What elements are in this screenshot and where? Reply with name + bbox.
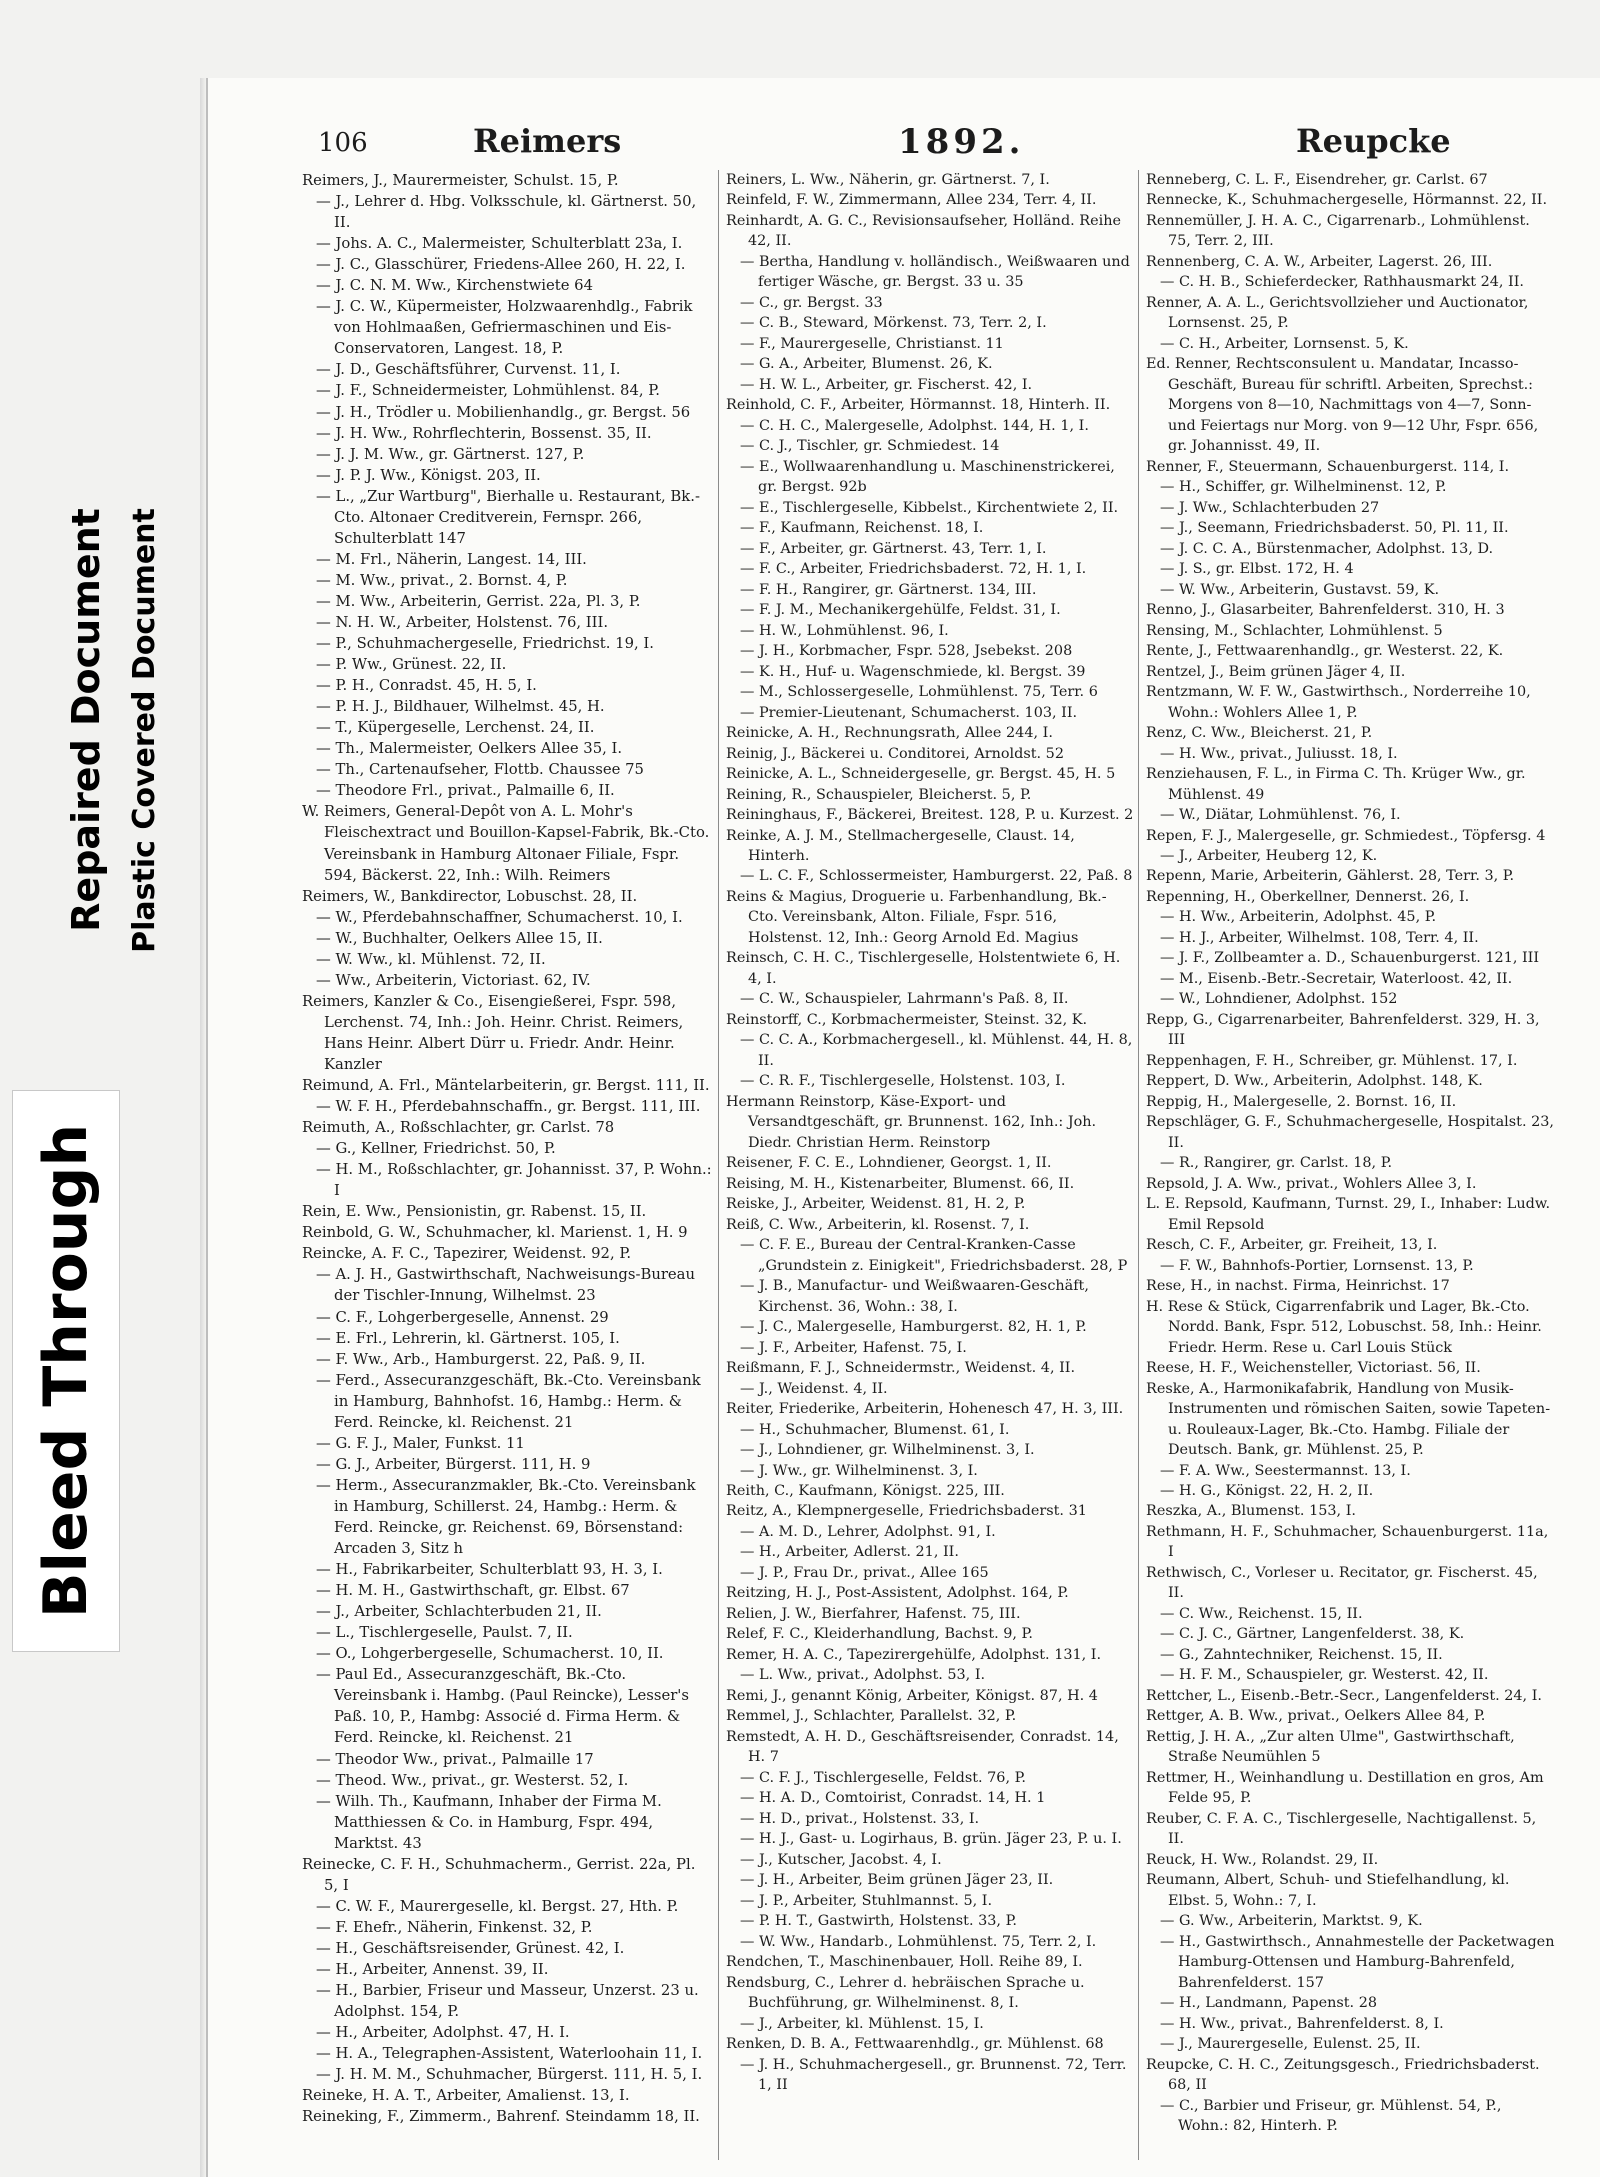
directory-entry: Reins & Magius, Droguerie u. Farbenhandlung, Bk.-Cto. Vereinsbank, Alton. Filiale, Fspr. 516, Holstenst. 12, Inh.: Georg Arnold Ed. Magius <box>726 888 1107 946</box>
directory-entry: — J. H. Ww., Rohrflechterin, Bossenst. 35, II. <box>316 424 652 442</box>
directory-entry: — Theodor Ww., privat., Palmaille 17 <box>316 1750 594 1768</box>
directory-entry: — A. J. H., Gastwirthschaft, Nachweisungs-Bureau der Tischler-Innung, Wilhelmst. 23 <box>316 1266 696 1305</box>
directory-entry: — E., Wollwaarenhandlung u. Maschinenstrickerei, gr. Bergst. 92b <box>740 458 1115 496</box>
directory-entry: — F. C., Arbeiter, Friedrichsbaderst. 72, H. 1, I. <box>740 561 1087 578</box>
directory-entry: — Johs. A. C., Malermeister, Schulterblatt 23a, I. <box>316 235 683 253</box>
directory-entry: Reiske, J., Arbeiter, Weidenst. 81, H. 2, P. <box>726 1196 1026 1213</box>
directory-entry: — F. Ehefr., Näherin, Finkenst. 32, P. <box>316 1918 593 1936</box>
directory-entry: Reimund, A. Frl., Mäntelarbeiterin, gr. Bergst. 111, II. <box>302 1077 710 1095</box>
directory-entry: — H., Arbeiter, Annenst. 39, II. <box>316 1960 549 1978</box>
directory-entry: Reinbold, G. W., Schuhmacher, kl. Marienst. 1, H. 9 <box>302 1224 688 1242</box>
directory-entry: — J. F., Schneidermeister, Lohmühlenst. 84, P. <box>316 382 660 400</box>
directory-entry: Repp, G., Cigarrenarbeiter, Bahrenfelderst. 329, H. 3, III <box>1146 1011 1540 1049</box>
directory-entry: — J. P., Arbeiter, Stuhlmannst. 5, I. <box>740 1892 993 1909</box>
directory-entry: — H. G., Königst. 22, H. 2, II. <box>1160 1483 1374 1499</box>
directory-entry: — J. P., Frau Dr., privat., Allee 165 <box>740 1564 989 1581</box>
directory-entry: Rein, E. Ww., Pensionistin, gr. Rabenst. 15, II. <box>302 1203 647 1221</box>
directory-entry: — J., Lohndiener, gr. Wilhelminenst. 3, I. <box>740 1442 1035 1459</box>
running-head-right: Reupcke <box>1296 122 1451 160</box>
directory-entry: — H. A. D., Comtoirist, Conradst. 14, H. 1 <box>740 1790 1046 1807</box>
directory-entry: Reinhold, C. F., Arbeiter, Hörmannst. 18, Hinterh. II. <box>726 397 1111 414</box>
directory-entry: — P. H. J., Bildhauer, Wilhelmst. 45, H. <box>316 698 605 716</box>
directory-entry: — K. H., Huf- u. Wagenschmiede, kl. Bergst. 39 <box>740 663 1086 680</box>
directory-entry: — J. C., Malergeselle, Hamburgerst. 82, H. 1, P. <box>740 1319 1087 1336</box>
directory-entry: — Bertha, Handlung v. holländisch., Weißwaaren und fertiger Wäsche, gr. Bergst. 33 u. 35 <box>740 253 1130 291</box>
directory-entry: Reinfeld, F. W., Zimmermann, Allee 234, Terr. 4, II. <box>726 192 1097 209</box>
directory-entry: — G. J., Arbeiter, Bürgerst. 111, H. 9 <box>316 1455 591 1473</box>
directory-entry: — H. A., Telegraphen-Assistent, Waterloohain 11, I. <box>316 2045 703 2063</box>
directory-entry: — E., Tischlergeselle, Kibbelst., Kirchentwiete 2, II. <box>740 499 1119 516</box>
directory-entry: Reiter, Friederike, Arbeiterin, Hohenesch 47, H. 3, III. <box>726 1401 1124 1418</box>
directory-entry: — P. H. T., Gastwirth, Holstenst. 33, P. <box>740 1913 1017 1930</box>
directory-entry: — F. A. Ww., Seestermannst. 13, I. <box>1160 1462 1411 1479</box>
directory-entry: Reuck, H. Ww., Rolandst. 29, II. <box>1146 1851 1379 1868</box>
directory-entry: — J., Arbeiter, Heuberg 12, K. <box>1160 847 1378 864</box>
directory-entry: — J. D., Geschäftsführer, Curvenst. 11, I. <box>316 361 621 379</box>
directory-entry: Rennecke, K., Schuhmachergeselle, Hörmannst. 22, II. <box>1146 192 1548 209</box>
directory-entry: — W. Ww., Handarb., Lohmühlenst. 75, Terr. 2, I. <box>740 1933 1097 1950</box>
directory-entry: — M. Frl., Näherin, Langest. 14, III. <box>316 550 587 568</box>
directory-entry: — H., Geschäftsreisender, Grünest. 42, I. <box>316 1939 625 1957</box>
directory-entry: — J., Arbeiter, Schlachterbuden 21, II. <box>316 1603 602 1621</box>
directory-entry: — J. H., Schuhmachergesell., gr. Brunnenst. 72, Terr. 1, II <box>740 2056 1127 2094</box>
directory-entry: Reese, H. F., Weichensteller, Victoriast. 56, II. <box>1146 1360 1481 1377</box>
directory-entry: — C. F., Lohgerbergeselle, Annenst. 29 <box>316 1308 609 1326</box>
directory-entry: — H. J., Gast- u. Logirhaus, B. grün. Jäger 23, P. u. I. <box>740 1831 1122 1848</box>
directory-entry: Rese, H., in nachst. Firma, Heinrichst. 17 <box>1146 1278 1450 1295</box>
directory-entry: Reinstorff, C., Korbmachermeister, Steinst. 32, K. <box>726 1011 1088 1028</box>
directory-entry: — C., Barbier und Friseur, gr. Mühlenst. 54, P., Wohn.: 82, Hinterh. P. <box>1160 2097 1502 2135</box>
directory-entry: — G., Kellner, Friedrichst. 50, P. <box>316 1140 556 1158</box>
column-divider <box>718 170 719 2160</box>
directory-entry: — Theod. Ww., privat., gr. Westerst. 52, I. <box>316 1771 629 1789</box>
directory-entry: — W., Buchhalter, Oelkers Allee 15, II. <box>316 929 603 947</box>
directory-entry: — H. D., privat., Holstenst. 33, I. <box>740 1810 980 1827</box>
directory-entry: Rendsburg, C., Lehrer d. hebräischen Sprache u. Buchführung, gr. Wilhelminenst. 8, I. <box>726 1974 1085 2012</box>
directory-entry: Reinsch, C. H. C., Tischlergeselle, Holstentwiete 6, H. 4, I. <box>726 950 1121 987</box>
directory-entry: — C. J., Tischler, gr. Schmiedest. 14 <box>740 438 1000 455</box>
directory-entry: Rettig, J. H. A., „Zur alten Ulme", Gastwirthschaft, Straße Neumühlen 5 <box>1146 1728 1515 1766</box>
directory-entry: — H. W. L., Arbeiter, gr. Fischerst. 42, I. <box>740 376 1033 393</box>
directory-entry: — C. F. E., Bureau der Central-Kranken-Casse „Grundstein z. Einigkeit", Friedrichsbaderst. 28, P <box>740 1237 1128 1274</box>
directory-entry: — J., Lehrer d. Hbg. Volksschule, kl. Gärtnerst. 50, II. <box>316 193 697 232</box>
directory-entry: — H., Gastwirthsch., Annahmestelle der Packetwagen Hamburg-Ottensen und Hamburg-Bahrenfeld, Bahrenfelderst. 157 <box>1160 1933 1555 1991</box>
bleed-through-label: Bleed Through <box>12 1090 120 1652</box>
directory-entry: — E. Frl., Lehrerin, kl. Gärtnerst. 105, I. <box>316 1329 620 1347</box>
directory-entry: Reinecke, C. F. H., Schuhmacherm., Gerrist. 22a, Pl. 5, I <box>302 1855 696 1894</box>
directory-entry: — M. Ww., privat., 2. Bornst. 4, P. <box>316 571 568 589</box>
directory-entry: Renken, D. B. A., Fettwaarenhdlg., gr. Mühlenst. 68 <box>726 2036 1104 2053</box>
directory-entry: Reppert, D. Ww., Arbeiterin, Adolphst. 148, K. <box>1146 1073 1483 1090</box>
directory-entry: — H. W., Lohmühlenst. 96, I. <box>740 622 949 639</box>
directory-entry: Rettger, A. B. Ww., privat., Oelkers Allee 84, P. <box>1146 1708 1486 1725</box>
directory-entry: Repenn, Marie, Arbeiterin, Gählerst. 28, Terr. 3, P. <box>1146 868 1515 885</box>
directory-entry: Reimers, Kanzler & Co., Eisengießerei, Fspr. 598, Lerchenst. 74, Inh.: Joh. Heinr. Christ. Reimers, Hans Heinr. Albert Dürr u. Friedr. Andr. Heinr. Kanzler <box>302 992 684 1073</box>
directory-entry: — H., Arbeiter, Adolphst. 47, H. I. <box>316 2024 570 2042</box>
directory-entry: — C. F. J., Tischlergeselle, Feldst. 76, P. <box>740 1769 1026 1786</box>
directory-entry: — H., Schiffer, gr. Wilhelminenst. 12, P. <box>1160 479 1447 496</box>
directory-entry: — J. H. M. M., Schuhmacher, Bürgerst. 111, H. 5, I. <box>316 2066 703 2084</box>
directory-entry: — L. C. F., Schlossermeister, Hamburgerst. 22, Paß. 8 <box>740 868 1133 885</box>
directory-entry: — H. J., Arbeiter, Wilhelmst. 108, Terr. 4, II. <box>1160 929 1479 946</box>
directory-entry: Hermann Reinstorp, Käse-Export- und Versandtgeschäft, gr. Brunnenst. 162, Inh.: Joh. Diedr. Christian Herm. Reinstorp <box>726 1093 1097 1151</box>
directory-entry: Rensing, M., Schlachter, Lohmühlenst. 5 <box>1146 622 1443 639</box>
directory-entry: Reining, R., Schauspieler, Bleicherst. 5, P. <box>726 786 1032 803</box>
directory-entry: — J., Maurergeselle, Eulenst. 25, II. <box>1160 2036 1421 2053</box>
directory-entry: — J. C. C. A., Bürstenmacher, Adolphst. 13, D. <box>1160 540 1494 557</box>
directory-entry: — C. H., Arbeiter, Lornsenst. 5, K. <box>1160 335 1409 352</box>
running-head-year: 1892. <box>898 122 1025 162</box>
directory-entry: Reitz, A., Klempnergeselle, Friedrichsbaderst. 31 <box>726 1503 1087 1520</box>
directory-entry: — F., Kaufmann, Reichenst. 18, I. <box>740 520 984 537</box>
directory-entry: — A. M. D., Lehrer, Adolphst. 91, I. <box>740 1523 996 1540</box>
plastic-covered-document-label: Plastic Covered Document <box>126 507 162 953</box>
page-number: 106 <box>318 128 368 158</box>
directory-entry: Reppig, H., Malergeselle, 2. Bornst. 16, II. <box>1146 1093 1457 1110</box>
directory-entry: — H. M. H., Gastwirthschaft, gr. Elbst. 67 <box>316 1582 630 1600</box>
directory-entry: Resch, C. F., Arbeiter, gr. Freiheit, 13, I. <box>1146 1237 1438 1254</box>
directory-entry: Reumann, Albert, Schuh- und Stiefelhandlung, kl. Elbst. 5, Wohn.: 7, I. <box>1146 1872 1510 1909</box>
directory-entry: — Wilh. Th., Kaufmann, Inhaber der Firma M. Matthiessen & Co. in Hamburg, Fspr. 494, Marktst. 43 <box>316 1792 662 1852</box>
directory-entry: — J., Weidenst. 4, II. <box>740 1380 888 1397</box>
directory-entry: Renneberg, C. L. F., Eisendreher, gr. Carlst. 67 <box>1146 172 1488 188</box>
directory-entry: Reuber, C. F. A. C., Tischlergeselle, Nachtigallenst. 5, II. <box>1146 1810 1537 1848</box>
directory-entry: Reineking, F., Zimmerm., Bahrenf. Steindamm 18, II. <box>302 2108 700 2126</box>
directory-entry: — L. Ww., privat., Adolphst. 53, I. <box>740 1667 986 1684</box>
directory-entry: Remer, H. A. C., Tapezirergehülfe, Adolphst. 131, I. <box>726 1646 1102 1663</box>
directory-entry: — N. H. W., Arbeiter, Holstenst. 76, III. <box>316 613 609 631</box>
directory-entry: Rennemüller, J. H. A. C., Cigarrenarb., Lohmühlenst. 75, Terr. 2, III. <box>1146 212 1530 250</box>
directory-entry: Reinicke, A. L., Schneidergeselle, gr. Bergst. 45, H. 5 <box>726 766 1116 783</box>
directory-entry: Reinhardt, A. G. C., Revisionsaufseher, Holländ. Reihe 42, II. <box>726 212 1122 250</box>
directory-entry: — R., Rangirer, gr. Carlst. 18, P. <box>1160 1155 1393 1172</box>
directory-entry: Renner, F., Steuermann, Schauenburgerst. 114, I. <box>1146 458 1510 475</box>
directory-entry: — C. C. A., Korbmachergesell., kl. Mühlenst. 44, H. 8, II. <box>740 1032 1133 1069</box>
directory-entry: — C. H. C., Malergeselle, Adolphst. 144, H. 1, I. <box>740 417 1089 434</box>
directory-entry: — W. Ww., Arbeiterin, Gustavst. 59, K. <box>1160 581 1440 598</box>
directory-entry: — F. J. M., Mechanikergehülfe, Feldst. 31, I. <box>740 602 1061 619</box>
directory-entry: — J., Arbeiter, kl. Mühlenst. 15, I. <box>740 2015 984 2032</box>
directory-entry: Renziehausen, F. L., in Firma C. Th. Krüger Ww., gr. Mühlenst. 49 <box>1146 766 1526 803</box>
directory-entry: Reimers, J., Maurermeister, Schulst. 15, P. <box>302 172 619 189</box>
directory-entry: — H., Fabrikarbeiter, Schulterblatt 93, H. 3, I. <box>316 1561 663 1579</box>
directory-entry: — T., Küpergeselle, Lerchenst. 24, II. <box>316 719 595 737</box>
directory-entry: — J. J. M. Ww., gr. Gärtnerst. 127, P. <box>316 445 585 463</box>
directory-page <box>205 78 1600 2177</box>
directory-entry: Rentzel, J., Beim grünen Jäger 4, II. <box>1146 663 1406 680</box>
directory-entry: — J. C. N. M. Ww., Kirchenstwiete 64 <box>316 277 593 295</box>
directory-entry: — C. R. F., Tischlergeselle, Holstenst. 103, I. <box>740 1073 1066 1090</box>
directory-entry: Rethwisch, C., Vorleser u. Recitator, gr. Fischerst. 45, II. <box>1146 1564 1538 1602</box>
directory-entry: — M. Ww., Arbeiterin, Gerrist. 22a, Pl. 3, P. <box>316 592 641 610</box>
directory-entry: Repenning, H., Oberkellner, Dennerst. 26, I. <box>1146 888 1470 905</box>
directory-entry: Reinicke, A. H., Rechnungsrath, Allee 244, I. <box>726 725 1053 742</box>
directory-entry: Renno, J., Glasarbeiter, Bahrenfelderst. 310, H. 3 <box>1146 602 1505 619</box>
directory-entry: — J. H., Trödler u. Mobilienhandlg., gr. Bergst. 56 <box>316 403 691 421</box>
directory-entry: — H., Arbeiter, Adlerst. 21, II. <box>740 1544 959 1561</box>
directory-entry: — H. M., Roßschlachter, gr. Johannisst. 37, P. Wohn.: I <box>316 1161 712 1200</box>
directory-entry: — J., Kutscher, Jacobst. 4, I. <box>740 1851 942 1868</box>
directory-entry: — C. W. F., Maurergeselle, kl. Bergst. 27, Hth. P. <box>316 1897 679 1915</box>
directory-entry: Renner, A. A. L., Gerichtsvollzieher und Auctionator, Lornsenst. 25, P. <box>1146 294 1529 332</box>
directory-entry: Rennenberg, C. A. W., Arbeiter, Lagerst. 26, III. <box>1146 253 1493 270</box>
column-1 <box>302 170 712 2160</box>
directory-entry: — J. P. J. Ww., Königst. 203, II. <box>316 466 541 484</box>
directory-entry: — Premier-Lieutenant, Schumacherst. 103, II. <box>740 704 1078 721</box>
directory-entry: — F., Arbeiter, gr. Gärtnerst. 43, Terr. 1, I. <box>740 540 1047 557</box>
directory-entry: — C. Ww., Reichenst. 15, II. <box>1160 1605 1363 1622</box>
directory-entry: — G. F. J., Maler, Funkst. 11 <box>316 1434 525 1452</box>
directory-entry: — G. A., Arbeiter, Blumenst. 26, K. <box>740 356 993 373</box>
directory-entry: Remi, J., genannt König, Arbeiter, Königst. 87, H. 4 <box>726 1687 1098 1704</box>
column-3 <box>1146 170 1556 2160</box>
directory-entry: — J. C. W., Küpermeister, Holzwaarenhdlg., Fabrik von Hohlmaaßen, Gefriermaschinen und Eis-Conservatoren, Langest. 18, P. <box>316 298 693 358</box>
directory-entry: — J., Seemann, Friedrichsbaderst. 50, Pl. 11, II. <box>1160 520 1509 537</box>
directory-entry: — Paul Ed., Assecuranzgeschäft, Bk.-Cto. Vereinsbank i. Hambg. (Paul Reincke), Lesser's Paß. 10, P., Hambg: Associé d. Firma Herm. & Ferd. Reincke, kl. Reichenst. 21 <box>316 1666 689 1747</box>
directory-entry: — F., Maurergeselle, Christianst. 11 <box>740 335 1004 352</box>
directory-entry: Rettmer, H., Weinhandlung u. Destillation en gros, Am Felde 95, P. <box>1146 1769 1544 1807</box>
directory-entry: — H., Landmann, Papenst. 28 <box>1160 1995 1378 2012</box>
directory-entry: — Herm., Assecuranzmakler, Bk.-Cto. Vereinsbank in Hamburg, Schillerst. 24, Hambg.: Herm. & Ferd. Reincke, gr. Reichenst. 69, Börsenstand: Arcaden 3, Sitz h <box>316 1476 696 1558</box>
directory-entry: — P., Schuhmachergeselle, Friedrichst. 19, I. <box>316 635 654 653</box>
directory-entry: Rettcher, L., Eisenb.-Betr.-Secr., Langenfelderst. 24, I. <box>1146 1687 1542 1704</box>
directory-entry: Relef, F. C., Kleiderhandlung, Bachst. 9, P. <box>726 1626 1033 1643</box>
directory-entry: Reimers, W., Bankdirector, Lobuschst. 28, II. <box>302 887 638 905</box>
directory-entry: — M., Schlossergeselle, Lohmühlenst. 75, Terr. 6 <box>740 684 1098 701</box>
directory-entry: Repen, F. J., Malergeselle, gr. Schmiedest., Töpfersg. 4 <box>1146 827 1546 844</box>
directory-entry: — H. F. M., Schauspieler, gr. Westerst. 42, II. <box>1160 1667 1489 1684</box>
directory-entry: — C. H. B., Schieferdecker, Rathhausmarkt 24, II. <box>1160 274 1524 291</box>
directory-entry: Rente, J., Fettwaarenhandlg., gr. Westerst. 22, K. <box>1146 643 1504 660</box>
directory-entry: Reincke, A. F. C., Tapezirer, Weidenst. 92, P. <box>302 1245 632 1263</box>
directory-entry: Reinig, J., Bäckerei u. Conditorei, Arnoldst. 52 <box>726 745 1064 762</box>
directory-entry: Repschläger, G. F., Schuhmachergeselle, Hospitalst. 23, II. <box>1146 1114 1554 1151</box>
directory-entry: — G. Ww., Arbeiterin, Marktst. 9, K. <box>1160 1913 1423 1930</box>
directory-entry: H. Rese & Stück, Cigarrenfabrik und Lager, Bk.-Cto. Nordd. Bank, Fspr. 512, Lobuschst. 58, Inh.: Heinr. Friedr. Herm. Rese u. Carl Louis Stück <box>1146 1298 1542 1356</box>
directory-entry: Repsold, J. A. Ww., privat., Wohlers Allee 3, I. <box>1146 1175 1477 1192</box>
directory-entry: — C. J. C., Gärtner, Langenfelderst. 38, K. <box>1160 1626 1465 1643</box>
directory-entry: — F. H., Rangirer, gr. Gärtnerst. 134, III. <box>740 581 1037 598</box>
directory-entry: — W., Lohndiener, Adolphst. 152 <box>1160 991 1398 1008</box>
directory-entry: — J. C., Glasschürer, Friedens-Allee 260, H. 22, I. <box>316 256 686 274</box>
column-2 <box>726 170 1136 2160</box>
directory-entry: — F. W., Bahnhofs-Portier, Lornsenst. 13, P. <box>1160 1257 1474 1274</box>
directory-entry: Reszka, A., Blumenst. 153, I. <box>1146 1503 1356 1520</box>
directory-entry: W. Reimers, General-Depôt von A. L. Mohr's Fleischextract und Bouillon-Kapsel-Fabrik, Bk.-Cto. Vereinsbank in Hamburg Altonaer Filiale, Fspr. 594, Bäckerst. 22, Inh.: Wilh. Reimers <box>302 803 710 884</box>
directory-entry: Remmel, J., Schlachter, Parallelst. 32, P. <box>726 1708 1017 1725</box>
repaired-document-label: Repaired Document <box>64 508 109 932</box>
column-divider <box>1138 170 1139 2160</box>
directory-entry: — J. H., Arbeiter, Beim grünen Jäger 23, II. <box>740 1872 1054 1889</box>
directory-entry: Reitzing, H. J., Post-Assistent, Adolphst. 164, P. <box>726 1585 1069 1602</box>
directory-entry: Relien, J. W., Bierfahrer, Hafenst. 75, III. <box>726 1605 1021 1622</box>
directory-entry: — Th., Cartenaufseher, Flottb. Chaussee 75 <box>316 761 644 779</box>
directory-entry: Renz, C. Ww., Bleicherst. 21, P. <box>1146 725 1373 742</box>
directory-entry: — H. Ww., Arbeiterin, Adolphst. 45, P. <box>1160 909 1437 926</box>
directory-entry: — P. H., Conradst. 45, H. 5, I. <box>316 677 537 695</box>
directory-entry: L. E. Repsold, Kaufmann, Turnst. 29, I., Inhaber: Ludw. Emil Repsold <box>1146 1196 1551 1233</box>
directory-entry: Reimuth, A., Roßschlachter, gr. Carlst. 78 <box>302 1119 615 1137</box>
directory-entry: — Ferd., Assecuranzgeschäft, Bk.-Cto. Vereinsbank in Hamburg, Bahnhofst. 16, Hambg.: Herm. & Ferd. Reincke, kl. Reichenst. 21 <box>316 1371 701 1431</box>
directory-entry: — W. Ww., kl. Mühlenst. 72, II. <box>316 950 546 968</box>
directory-entry: Reupcke, C. H. C., Zeitungsgesch., Friedrichsbaderst. 68, II <box>1146 2056 1540 2094</box>
directory-entry: Reineke, H. A. T., Arbeiter, Amalienst. 13, I. <box>302 2087 630 2105</box>
directory-entry: — L., „Zur Wartburg", Bierhalle u. Restaurant, Bk.-Cto. Altonaer Creditverein, Fernspr. 266, Schulterblatt 147 <box>316 487 700 547</box>
directory-entry: — C. B., Steward, Mörkenst. 73, Terr. 2, I. <box>740 315 1047 332</box>
directory-entry: — O., Lohgerbergeselle, Schumacherst. 10, II. <box>316 1645 664 1663</box>
directory-entry: Reising, M. H., Kistenarbeiter, Blumenst. 66, II. <box>726 1175 1075 1192</box>
directory-entry: Reininghaus, F., Bäckerei, Breitest. 128, P. u. Kurzest. 2 <box>726 807 1134 824</box>
directory-entry: — W., Diätar, Lohmühlenst. 76, I. <box>1160 807 1401 824</box>
directory-entry: — P. Ww., Grünest. 22, II. <box>316 656 507 674</box>
directory-entry: — Th., Malermeister, Oelkers Allee 35, I. <box>316 740 623 758</box>
directory-entry: — C. W., Schauspieler, Lahrmann's Paß. 8, II. <box>740 991 1069 1008</box>
directory-entry: — W., Pferdebahnschaffner, Schumacherst. 10, I. <box>316 908 683 926</box>
directory-entry: Reppenhagen, F. H., Schreiber, gr. Mühlenst. 17, I. <box>1146 1052 1518 1069</box>
directory-entry: — Ww., Arbeiterin, Victoriast. 62, IV. <box>316 971 591 989</box>
directory-entry: — J. H., Korbmacher, Fspr. 528, Jsebekst. 208 <box>740 643 1073 660</box>
directory-entry: Rentzmann, W. F. W., Gastwirthsch., Norderreihe 10, Wohn.: Wohlers Allee 1, P. <box>1146 684 1531 721</box>
directory-entry: — J. F., Arbeiter, Hafenst. 75, I. <box>740 1339 967 1356</box>
directory-entry: Ed. Renner, Rechtsconsulent u. Mandatar, Incasso-Geschäft, Bureau für schriftl. Arbeiten, Sprechst.: Morgens von 8—10, Nachmittags von 4—7, Sonn- und Feiertags nur Morg. von 9—12 Uhr, Fspr. 656, gr. Johannisst. 49, II. <box>1146 356 1539 455</box>
directory-entry: — W. F. H., Pferdebahnschaffn., gr. Bergst. 111, III. <box>316 1098 701 1116</box>
directory-entry: — Theodore Frl., privat., Palmaille 6, II. <box>316 782 615 800</box>
directory-entry: Remstedt, A. H. D., Geschäftsreisender, Conradst. 14, H. 7 <box>726 1728 1119 1766</box>
directory-entry: — J. F., Zollbeamter a. D., Schauenburgerst. 121, III <box>1160 950 1540 967</box>
directory-entry: — J. Ww., gr. Wilhelminenst. 3, I. <box>740 1462 978 1479</box>
directory-entry: Reiß, C. Ww., Arbeiterin, kl. Rosenst. 7, I. <box>726 1216 1030 1233</box>
directory-entry: Reiners, L. Ww., Näherin, gr. Gärtnerst. 7, I. <box>726 172 1050 188</box>
directory-entry: — F. Ww., Arb., Hamburgerst. 22, Paß. 9, II. <box>316 1350 646 1368</box>
directory-entry: — L., Tischlergeselle, Paulst. 7, II. <box>316 1624 573 1642</box>
directory-entry: — J. S., gr. Elbst. 172, H. 4 <box>1160 561 1354 578</box>
directory-entry: — C., gr. Bergst. 33 <box>740 294 883 311</box>
directory-entry: — H., Barbier, Friseur und Masseur, Unzerst. 23 u. Adolphst. 154, P. <box>316 1982 699 2021</box>
directory-entry: Reske, A., Harmonikafabrik, Handlung von Musik-Instrumenten und römischen Saiten, sowie Tapeten- u. Rouleaux-Lager, Bk.-Cto. Hambg. Filiale der Deutsch. Bank, gr. Mühlenst. 25, P. <box>1146 1380 1551 1459</box>
directory-entry: — H. Ww., privat., Juliusst. 18, I. <box>1160 745 1398 762</box>
running-head-left: Reimers <box>473 122 622 160</box>
directory-entry: Reißmann, F. J., Schneidermstr., Weidenst. 4, II. <box>726 1360 1076 1377</box>
directory-entry: — M., Eisenb.-Betr.-Secretair, Waterloost. 42, II. <box>1160 970 1513 987</box>
directory-entry: Reinke, A. J. M., Stellmachergeselle, Claust. 14, Hinterh. <box>726 827 1075 864</box>
directory-entry: Reith, C., Kaufmann, Königst. 225, III. <box>726 1483 1005 1499</box>
directory-entry: Reisener, F. C. E., Lohndiener, Georgst. 1, II. <box>726 1155 1052 1172</box>
directory-entry: — J. Ww., Schlachterbuden 27 <box>1160 499 1380 516</box>
directory-entry: — J. B., Manufactur- und Weißwaaren-Geschäft, Kirchenst. 36, Wohn.: 38, I. <box>740 1278 1089 1315</box>
directory-entry: Rendchen, T., Maschinenbauer, Holl. Reihe 89, I. <box>726 1954 1083 1971</box>
directory-entry: — H., Schuhmacher, Blumenst. 61, I. <box>740 1421 1010 1438</box>
directory-entry: — H. Ww., privat., Bahrenfelderst. 8, I. <box>1160 2015 1444 2032</box>
directory-entry: — G., Zahntechniker, Reichenst. 15, II. <box>1160 1646 1443 1663</box>
directory-entry: Rethmann, H. F., Schuhmacher, Schauenburgerst. 11a, I <box>1146 1523 1549 1561</box>
